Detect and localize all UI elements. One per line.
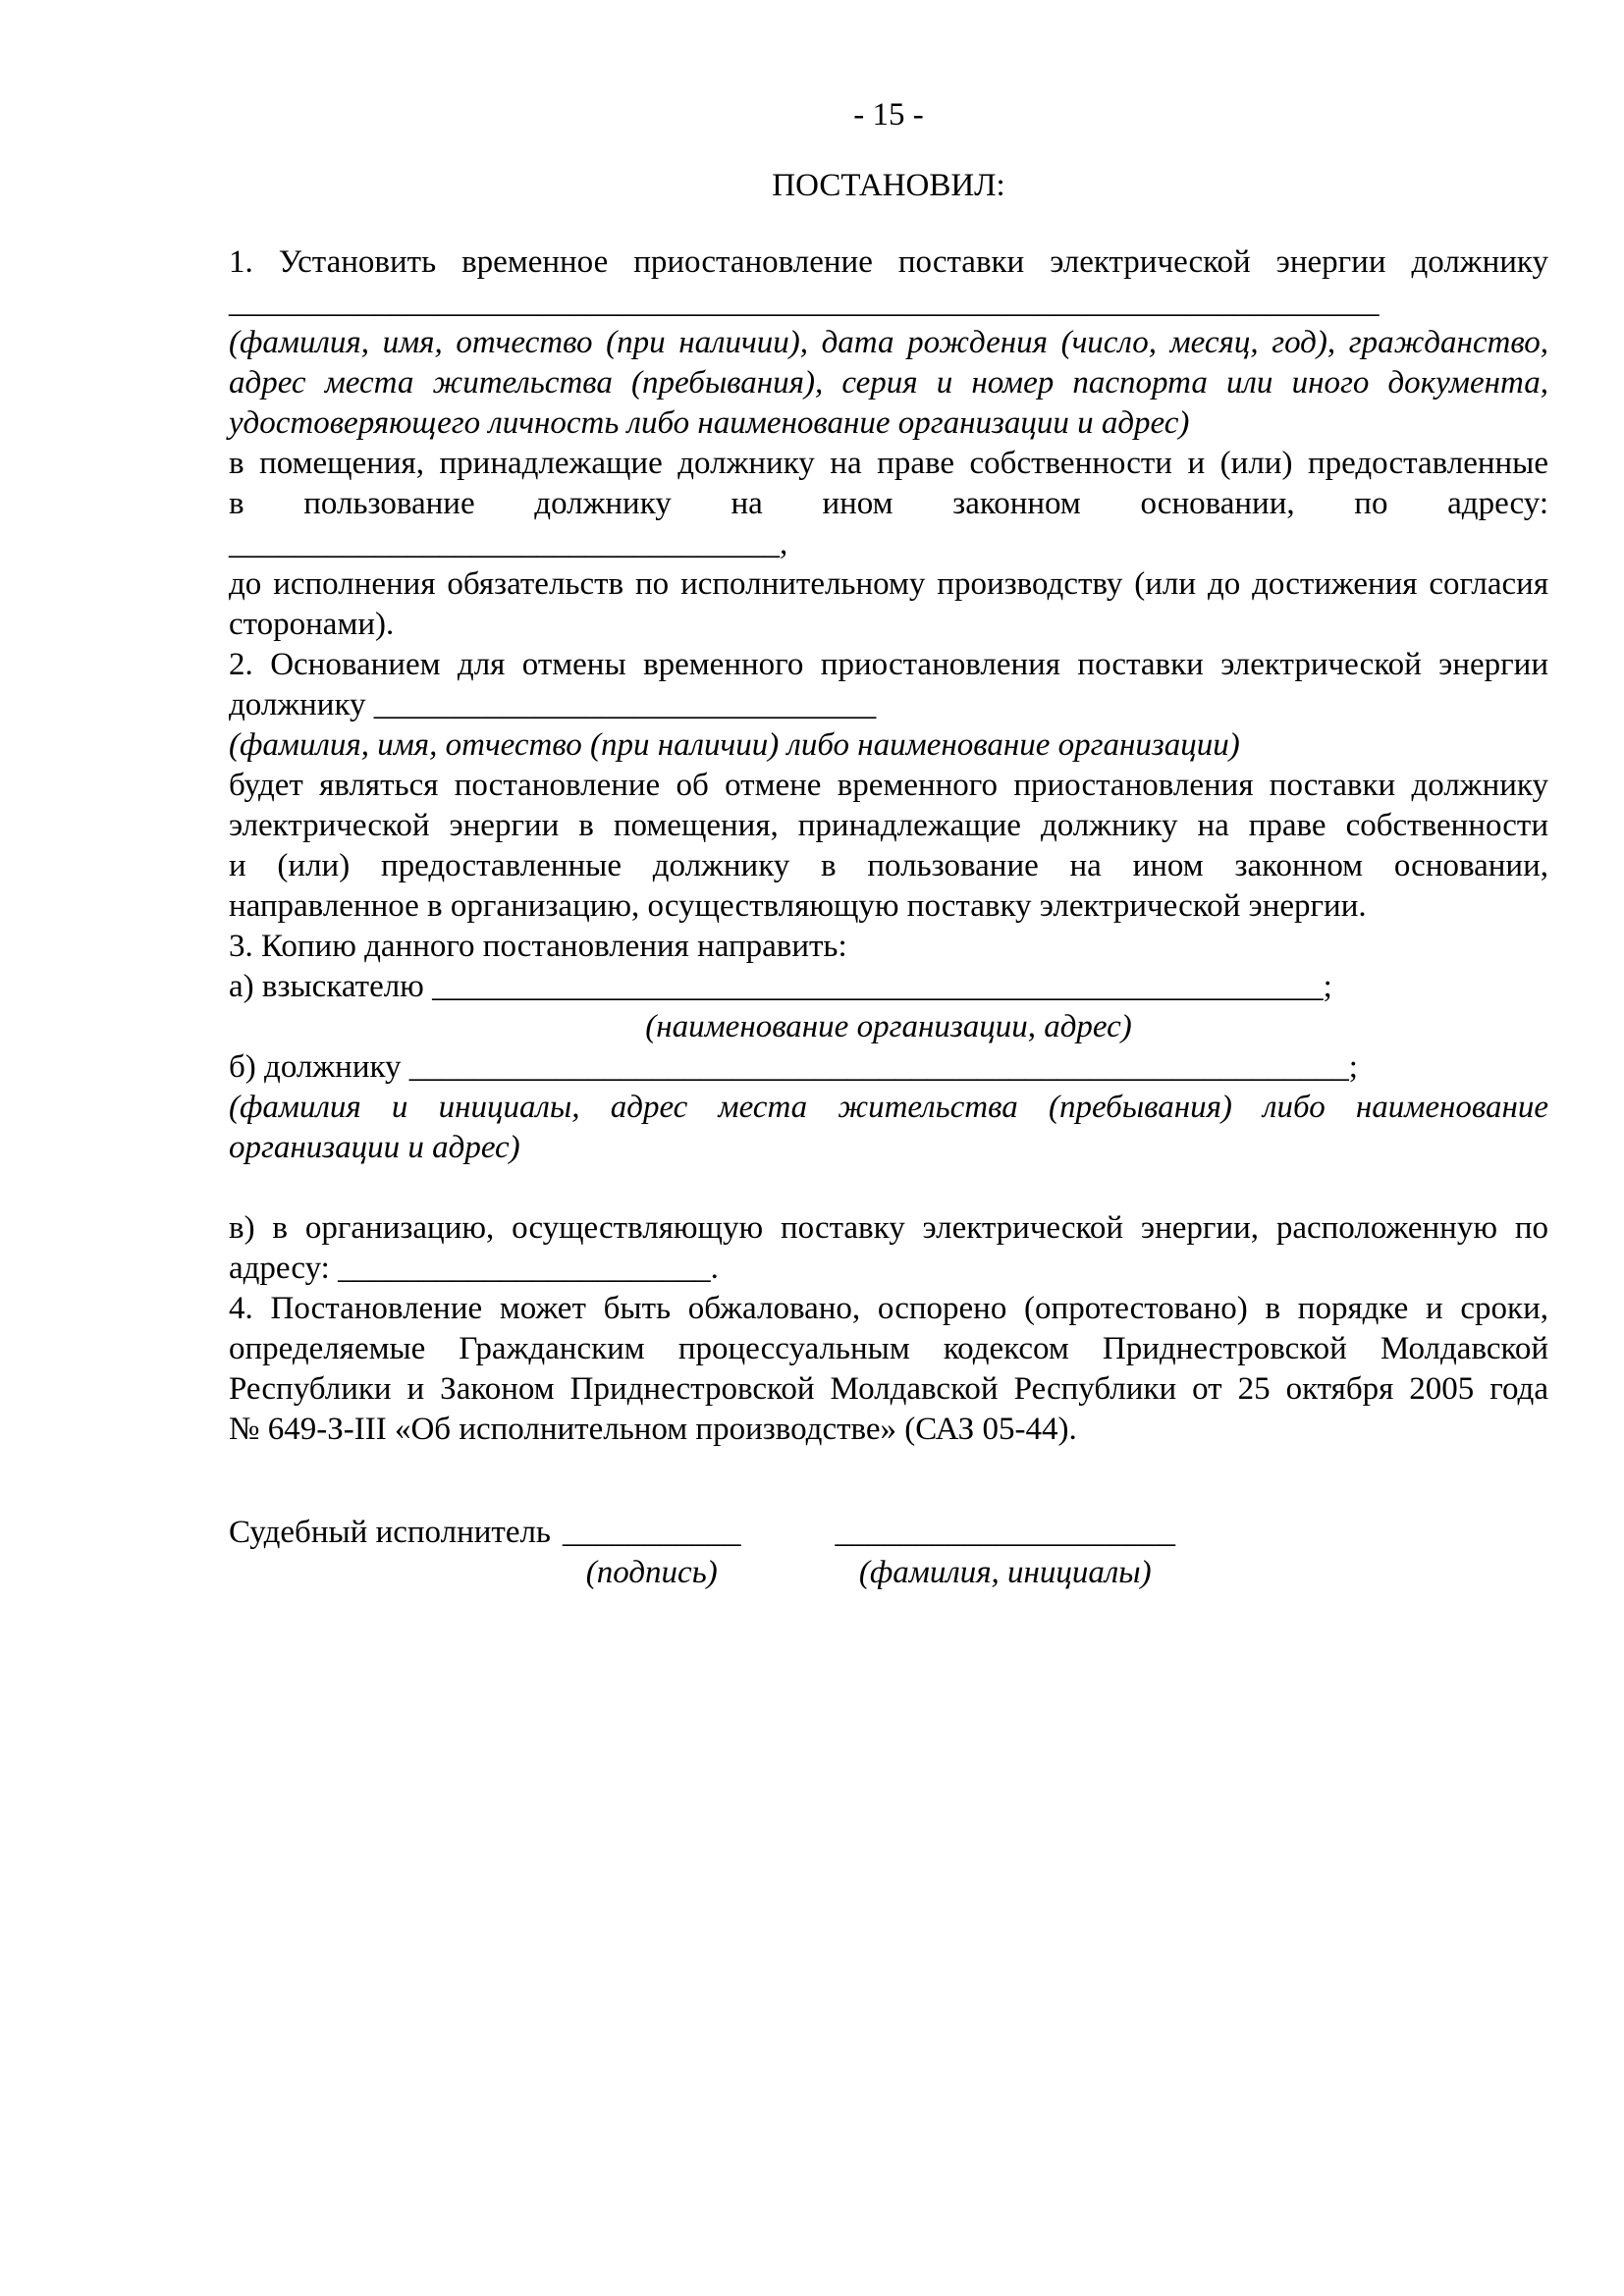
blank-field-signature: ___________	[563, 1515, 741, 1550]
doc-line-para2-start: 2. Основанием для отмены временного приостановления поставки электрической энергии	[229, 647, 1548, 682]
doc-line-para3-start: 3. Копию данного постановления направить:	[229, 929, 847, 964]
document-heading: ПОСТАНОВИЛ:	[772, 168, 1005, 203]
doc-line-footnote: (фамилия и инициалы, адрес места жительства (пребывания) либо наименование	[229, 1090, 1548, 1125]
doc-line: будет являться постановление об отмене временного приостановления поставки должнику	[229, 768, 1548, 803]
blank-field-address: __________________________________,	[229, 526, 788, 561]
blank-line	[229, 1450, 1548, 1490]
signature-label: Судебный исполнитель	[229, 1515, 551, 1550]
doc-line: сторонами).	[229, 607, 395, 642]
doc-line-footnote: удостоверяющего личность либо наименование организации и адрес)	[229, 405, 1190, 441]
doc-line: и (или) предоставленные должнику в пользование на ином законном основании,	[229, 848, 1548, 883]
doc-line: № 649-З-III «Об исполнительном производстве» (САЗ 05-44).	[229, 1412, 1077, 1447]
doc-line: электрической энергии в помещения, принадлежащие должнику на праве собственности	[229, 808, 1548, 843]
doc-line: определяемые Гражданским процессуальным кодексом Приднестровской Молдавской	[229, 1331, 1548, 1366]
page-number: - 15 -	[853, 97, 924, 133]
signature-block	[229, 1513, 1548, 1593]
doc-line: до исполнения обязательств по исполнительному производству (или до достижения согласия	[229, 566, 1548, 602]
signature-field-signature	[563, 1513, 741, 1593]
blank-field-claimant: а) взыскателю _______________________________________________________;	[229, 969, 1332, 1004]
doc-line: в помещения, принадлежащие должнику на праве собственности и (или) предоставленные	[229, 446, 1548, 481]
doc-line-footnote: (фамилия, имя, отчество (при наличии), дата рождения (число, месяц, год), гражданство,	[229, 325, 1548, 360]
blank-line	[229, 1168, 1548, 1208]
doc-line-para4-start: 4. Постановление может быть обжаловано, оспорено (опротестовано) в порядке и сроки,	[229, 1291, 1548, 1326]
doc-line-para1-start: 1. Установить временное приостановление поставки электрической энергии должнику	[229, 244, 1548, 280]
blank-field-debtor-name-2: должнику _______________________________	[229, 687, 877, 722]
signature-caption: (подпись)	[585, 1555, 718, 1590]
doc-line: Республики и Законом Приднестровской Молдавской Республики от 25 октября 2005 года	[229, 1371, 1548, 1407]
doc-line: в) в организацию, осуществляющую поставку электрической энергии, расположенную по	[229, 1210, 1548, 1246]
doc-line-footnote: адрес места жительства (пребывания), серия и номер паспорта или иного документа,	[229, 365, 1548, 400]
signature-field-name	[836, 1513, 1176, 1593]
blank-field-org-address: адресу: _______________________.	[229, 1251, 719, 1286]
blank-field-debtor-name: _______________________________________________________________________	[229, 285, 1380, 320]
doc-line-footnote: (фамилия, имя, отчество (при наличии) либо наименование организации)	[229, 727, 1240, 763]
doc-line-footnote: (наименование организации, адрес)	[645, 1009, 1132, 1044]
name-caption: (фамилия, инициалы)	[858, 1555, 1152, 1590]
blank-field-debtor: б) должнику __________________________________________________________;	[229, 1049, 1358, 1085]
doc-line: направленное в организацию, осуществляющую поставку электрической энергии.	[229, 888, 1367, 924]
doc-line-footnote: организации и адрес)	[229, 1130, 520, 1165]
doc-line: в пользование должнику на ином законном основании, по адресу:	[229, 486, 1548, 521]
blank-field-name: _____________________	[835, 1515, 1175, 1550]
